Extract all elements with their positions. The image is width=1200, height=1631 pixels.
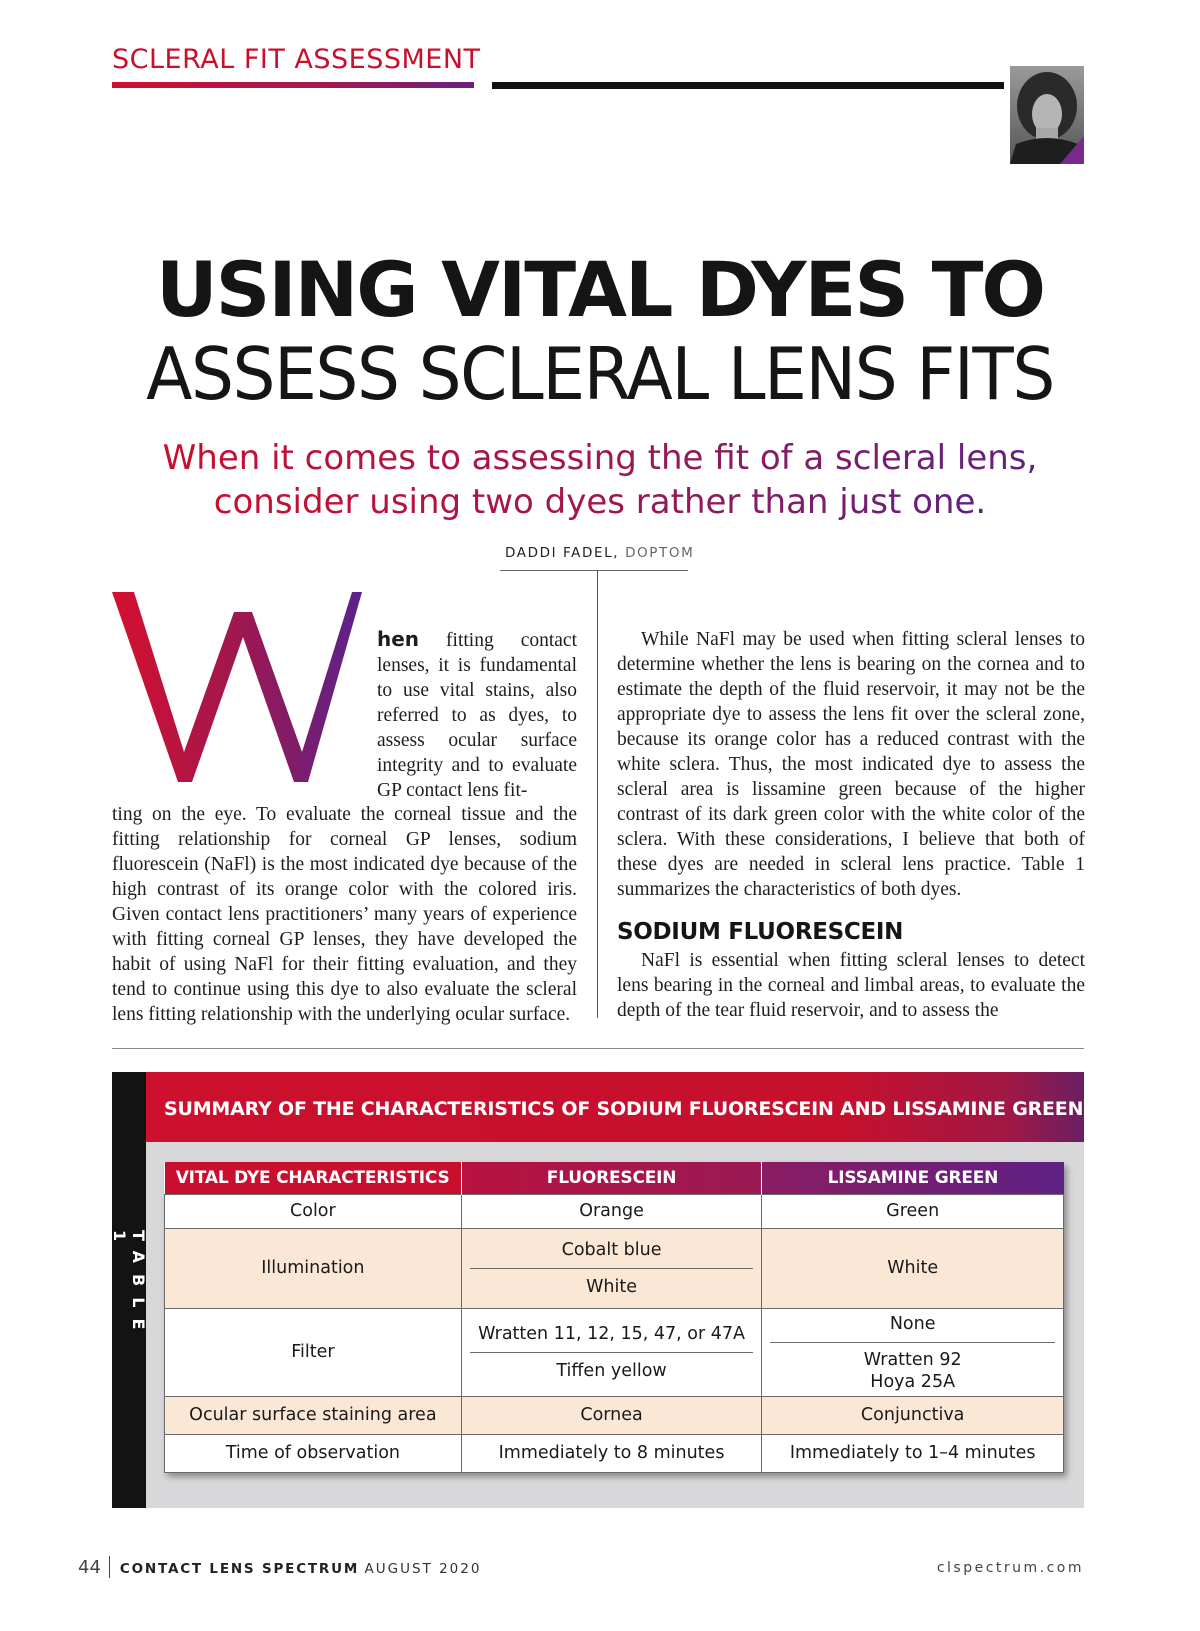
drop-cap-w [112,592,362,782]
table-banner [146,1072,1084,1142]
footer-folio [78,1556,481,1578]
cell-fluorescein-color: Orange [461,1194,762,1228]
illumination-option: White [586,1276,637,1297]
column-2-paragraph-1: While NaFl may be used when fitting scleral lenses to determine whether the lens is bearing on the cornea and to estimate the depth of the fluid reservoir, it may not be the appropriate dye to assess the lens fit over the scleral zone, because its orange color has a reduced contrast with the white sclera. Thus, the most indicated dye to assess the scleral area is lissamine green because of the higher contrast of its dark green color with the white color of the sclera. With these considerations, I believe that both of these dyes are needed in scleral lens practice. Table 1 summarizes the characteristics of both dyes. [617,629,1085,900]
cell-fluorescein-staining-area: Cornea [461,1396,762,1434]
cell-lissamine-staining-area: Conjunctiva [762,1396,1064,1434]
magazine-name: CONTACT LENS SPECTRUM [119,1561,360,1577]
section-label: SCLERAL FIT ASSESSMENT [112,44,481,75]
table-row [165,1194,1064,1228]
row-label-filter: Filter [165,1308,462,1396]
filter-option: Wratten 92 [863,1349,962,1370]
byline [505,545,694,561]
section-label-underline [112,82,474,88]
table-row [165,1434,1064,1472]
issue-date: AUGUST 2020 [364,1561,482,1577]
table-row [165,1396,1064,1434]
filter-option: Tiffen yellow [556,1360,667,1381]
header-fluorescein: FLUORESCEIN [461,1162,762,1194]
column-1-intro-text: fitting contact lenses, it is fundamental to use vital stains, also referred to as dyes, to assess ocular surface integrity and to evaluate GP contact lens fit- [377,630,578,801]
author-name: DADDI FADEL, [505,545,620,561]
cell-lissamine-color: Green [762,1194,1064,1228]
column-2-paragraph-2: NaFl is essential when fitting scleral lenses to detect lens bearing in the corneal and limbal areas, to evaluate the depth of the tear fluid reservoir, and to assess the [617,950,1085,1021]
column-1-intro [377,627,577,803]
deck [0,436,1200,524]
cell-lissamine-filter [762,1308,1064,1396]
header-rule [492,82,1004,89]
page-number: 44 [78,1557,101,1578]
headline-line-1: USING VITAL DYES TO [155,245,1045,334]
footer-divider [109,1556,110,1578]
cell-divider [470,1352,754,1353]
table-number-label: TABLE 1 [110,1230,148,1341]
dye-characteristics-table [164,1162,1064,1473]
row-label-staining-area: Ocular surface staining area [165,1396,462,1434]
header-characteristics: VITAL DYE CHARACTERISTICS [165,1162,462,1194]
cell-fluorescein-observation-time: Immediately to 8 minutes [461,1434,762,1472]
byline-rule [500,570,688,571]
table-row [165,1228,1064,1308]
filter-option: Hoya 25A [870,1371,956,1392]
filter-option: None [889,1313,936,1334]
column-1-body: ting on the eye. To evaluate the corneal tissue and the fitting relationship for corneal GP lenses, sodium fluorescein (NaFl) is the most indicated dye because of the high contrast of its orange color with the colored iris. Given contact lens practitioners’ many years of experience with fitting corneal GP lenses, they have developed the habit of using NaFl for their fitting evaluation, and they tend to continue using this dye to also evaluate the scleral lens fitting relationship with the underlying ocular surface. [112,804,577,1025]
illumination-option: Cobalt blue [561,1239,662,1260]
footer-website: clspectrum.com [936,1560,1084,1576]
table-header-row [165,1162,1064,1194]
table-side-bar [112,1072,146,1508]
cell-fluorescein-illumination [461,1228,762,1308]
cell-lissamine-observation-time: Immediately to 1–4 minutes [762,1434,1064,1472]
column-divider [597,570,598,1018]
author-photo [1010,66,1084,164]
cell-fluorescein-filter [461,1308,762,1396]
row-label-color: Color [165,1194,462,1228]
filter-option: Wratten 11, 12, 15, 47, or 47A [478,1323,745,1344]
row-label-illumination: Illumination [165,1228,462,1308]
subhead-sodium-fluorescein: SODIUM FLUORESCEIN [617,919,904,945]
table-title: SUMMARY OF THE CHARACTERISTICS OF SODIUM FLUORESCEIN AND LISSAMINE GREEN [164,1098,1084,1120]
table-row [165,1308,1064,1396]
author-degree: DOPTOM [625,545,695,561]
cell-divider [470,1268,754,1269]
lead-in-word: hen [377,627,420,651]
table-top-rule [112,1048,1084,1049]
row-label-observation-time: Time of observation [165,1434,462,1472]
cell-lissamine-illumination: White [762,1228,1064,1308]
header-lissamine-green: LISSAMINE GREEN [762,1162,1064,1194]
deck-line-1: When it comes to assessing the fit of a scleral lens, [162,438,1038,478]
cell-divider [770,1342,1055,1343]
headline-line-2: ASSESS SCLERAL LENS FITS [146,332,1054,416]
deck-line-2: consider using two dyes rather than just one. [213,482,987,522]
column-2 [617,627,1085,1023]
